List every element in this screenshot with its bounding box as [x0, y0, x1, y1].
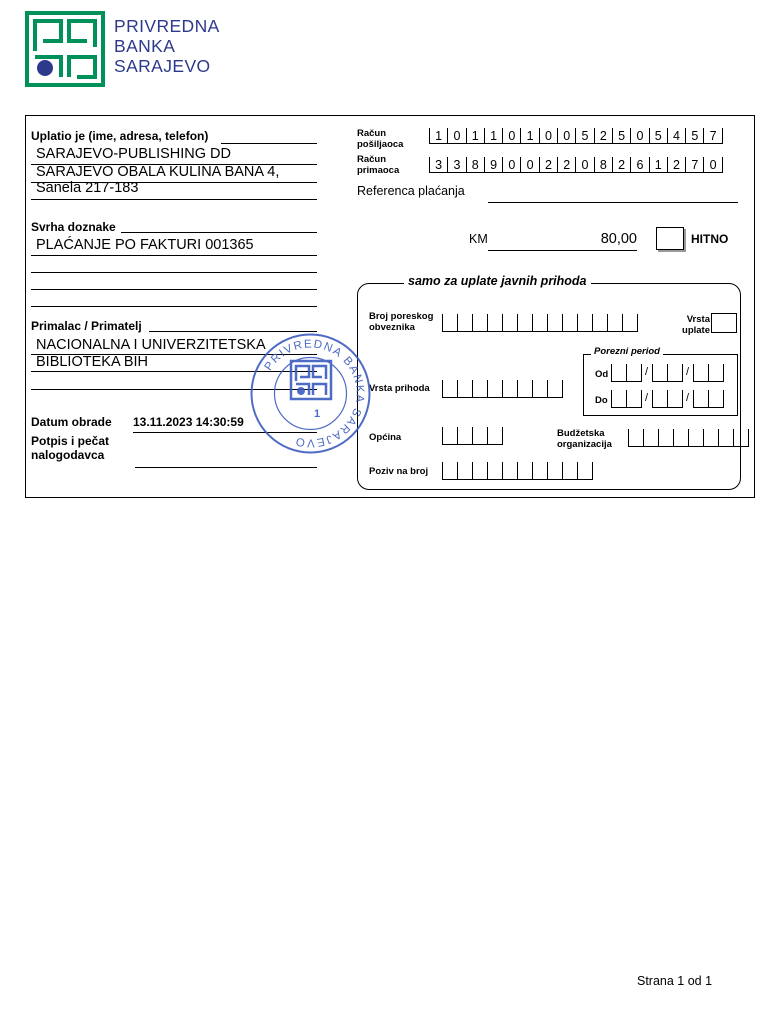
payment-type-label-line: uplate — [682, 325, 710, 336]
digit-cell: 0 — [502, 128, 521, 144]
digit-cell: 8 — [594, 157, 613, 173]
tax-number-label-line: obveznika — [369, 322, 415, 333]
digit-cell: 8 — [466, 157, 485, 173]
from-label: Od — [595, 369, 609, 380]
digit-cell: 1 — [484, 128, 503, 144]
budget-org-label-line: Budžetska — [557, 428, 605, 439]
digit-cell: 3 — [447, 157, 466, 173]
digit-cell: 2 — [557, 157, 576, 173]
recipient-account-label — [357, 154, 399, 176]
digit-cell: 7 — [685, 157, 704, 173]
digit-cell: 6 — [630, 157, 649, 173]
digit-cell: 1 — [520, 128, 539, 144]
tax-number-label — [369, 311, 433, 333]
purpose-label: Svrha doznake — [31, 220, 116, 234]
digit-cell: 0 — [630, 128, 649, 144]
digit-cell: 5 — [685, 128, 704, 144]
digit-cell: 1 — [466, 128, 485, 144]
digit-cell: 0 — [703, 157, 722, 173]
amount-line — [488, 250, 637, 251]
digit-cell: 0 — [575, 157, 594, 173]
municipality-field[interactable] — [442, 427, 503, 445]
sender-account-label-line: Račun — [357, 128, 387, 139]
stamp-logo-icon — [291, 361, 331, 399]
bank-name — [114, 16, 220, 76]
payer-address: SARAJEVO OBALA KULINA BANA 4, — [36, 164, 280, 180]
field-line — [31, 272, 317, 273]
digit-cell: 7 — [703, 128, 722, 144]
urgent-checkbox[interactable] — [656, 227, 684, 250]
digit-cell: 1 — [649, 157, 668, 173]
payer-label: Uplatio je (ime, adresa, telefon) — [31, 129, 209, 143]
digit-cell: 0 — [520, 157, 539, 173]
to-label: Do — [595, 395, 608, 406]
recipient-label: Primalac / Primatelj — [31, 319, 142, 333]
reference-number-field[interactable] — [442, 462, 593, 480]
digit-cell: 2 — [612, 157, 631, 173]
payment-type-field[interactable] — [711, 313, 737, 333]
signature-label-cont: nalogodavca — [31, 448, 105, 462]
field-line — [31, 255, 317, 256]
currency-label: KM — [469, 232, 488, 246]
bank-name-line: PRIVREDNA — [114, 16, 220, 36]
date-separator: / — [686, 366, 690, 378]
bank-name-line: BANKA — [114, 36, 176, 56]
date-separator: / — [645, 392, 649, 404]
digit-cell: 1 — [429, 128, 448, 144]
digit-cell: 2 — [594, 128, 613, 144]
date-separator: / — [686, 392, 690, 404]
stamp-ring-text: PRIVREDNA BANKA SARAJEVO — [262, 338, 366, 449]
revenue-type-field[interactable] — [442, 380, 563, 398]
from-year-field[interactable] — [693, 364, 724, 382]
recipient-account-label-line: Račun — [357, 154, 387, 165]
date-label: Datum obrade — [31, 415, 112, 429]
digit-cell: 5 — [612, 128, 631, 144]
urgent-label: HITNO — [691, 232, 729, 246]
digit-cell: 2 — [667, 157, 686, 173]
payer-phone: Sanela 217-183 — [36, 180, 139, 196]
to-day-field[interactable] — [611, 390, 642, 408]
digit-cell: 0 — [502, 157, 521, 173]
amount-value: 80,00 — [600, 231, 637, 247]
tax-period-label: Porezni period — [591, 346, 663, 357]
digit-cell: 0 — [557, 128, 576, 144]
digit-cell: 4 — [667, 128, 686, 144]
budget-org-field[interactable] — [628, 429, 749, 447]
public-revenue-title: samo za uplate javnih prihoda — [404, 274, 591, 288]
payment-type-label — [672, 314, 710, 336]
page-number: Strana 1 od 1 — [637, 974, 713, 988]
reference-number-label: Poziv na broj — [369, 466, 429, 477]
payment-type-label-line: Vrsta — [686, 314, 710, 325]
signature-line — [135, 467, 317, 468]
field-line — [31, 199, 317, 200]
digit-cell: 2 — [539, 157, 558, 173]
from-day-field[interactable] — [611, 364, 642, 382]
date-separator: / — [645, 366, 649, 378]
field-line — [221, 143, 317, 144]
tax-number-label-line: Broj poreskog — [369, 311, 434, 322]
recipient-name-cont: BIBLIOTEKA BIH — [36, 354, 149, 370]
recipient-name: NACIONALNA I UNIVERZITETSKA — [36, 337, 266, 353]
reference-label: Referenca plaćanja — [357, 184, 465, 198]
signature-label: Potpis i pečat — [31, 434, 110, 448]
bank-stamp — [248, 331, 373, 456]
reference-line — [488, 202, 738, 203]
bank-name-line: SARAJEVO — [114, 56, 211, 76]
purpose-text: PLAĆANJE PO FAKTURI 001365 — [36, 237, 254, 253]
recipient-account-label-line: primaoca — [357, 165, 400, 176]
field-line — [31, 289, 317, 290]
sender-account-digits — [429, 128, 722, 145]
stamp-number: 1 — [314, 408, 321, 420]
digit-cell: 0 — [447, 128, 466, 144]
digit-cell: 5 — [649, 128, 668, 144]
sender-account-label — [357, 128, 403, 150]
to-month-field[interactable] — [652, 390, 683, 408]
digit-cell: 0 — [539, 128, 558, 144]
bank-logo-icon — [25, 11, 105, 87]
field-line — [31, 306, 317, 307]
to-year-field[interactable] — [693, 390, 724, 408]
digit-cell: 9 — [484, 157, 503, 173]
sender-account-label-line: pošiljaoca — [357, 139, 404, 150]
municipality-label: Općina — [369, 432, 402, 443]
payer-name: SARAJEVO-PUBLISHING DD — [36, 146, 231, 162]
tax-number-field[interactable] — [442, 314, 638, 332]
recipient-account-digits — [429, 157, 722, 174]
digit-cell: 3 — [429, 157, 448, 173]
field-line — [121, 232, 317, 233]
date-value: 13.11.2023 14:30:59 — [133, 415, 244, 429]
revenue-type-label: Vrsta prihoda — [369, 383, 430, 394]
from-month-field[interactable] — [652, 364, 683, 382]
digit-cell: 5 — [575, 128, 594, 144]
budget-org-label-line: organizacija — [557, 439, 612, 450]
budget-org-label — [557, 428, 612, 450]
